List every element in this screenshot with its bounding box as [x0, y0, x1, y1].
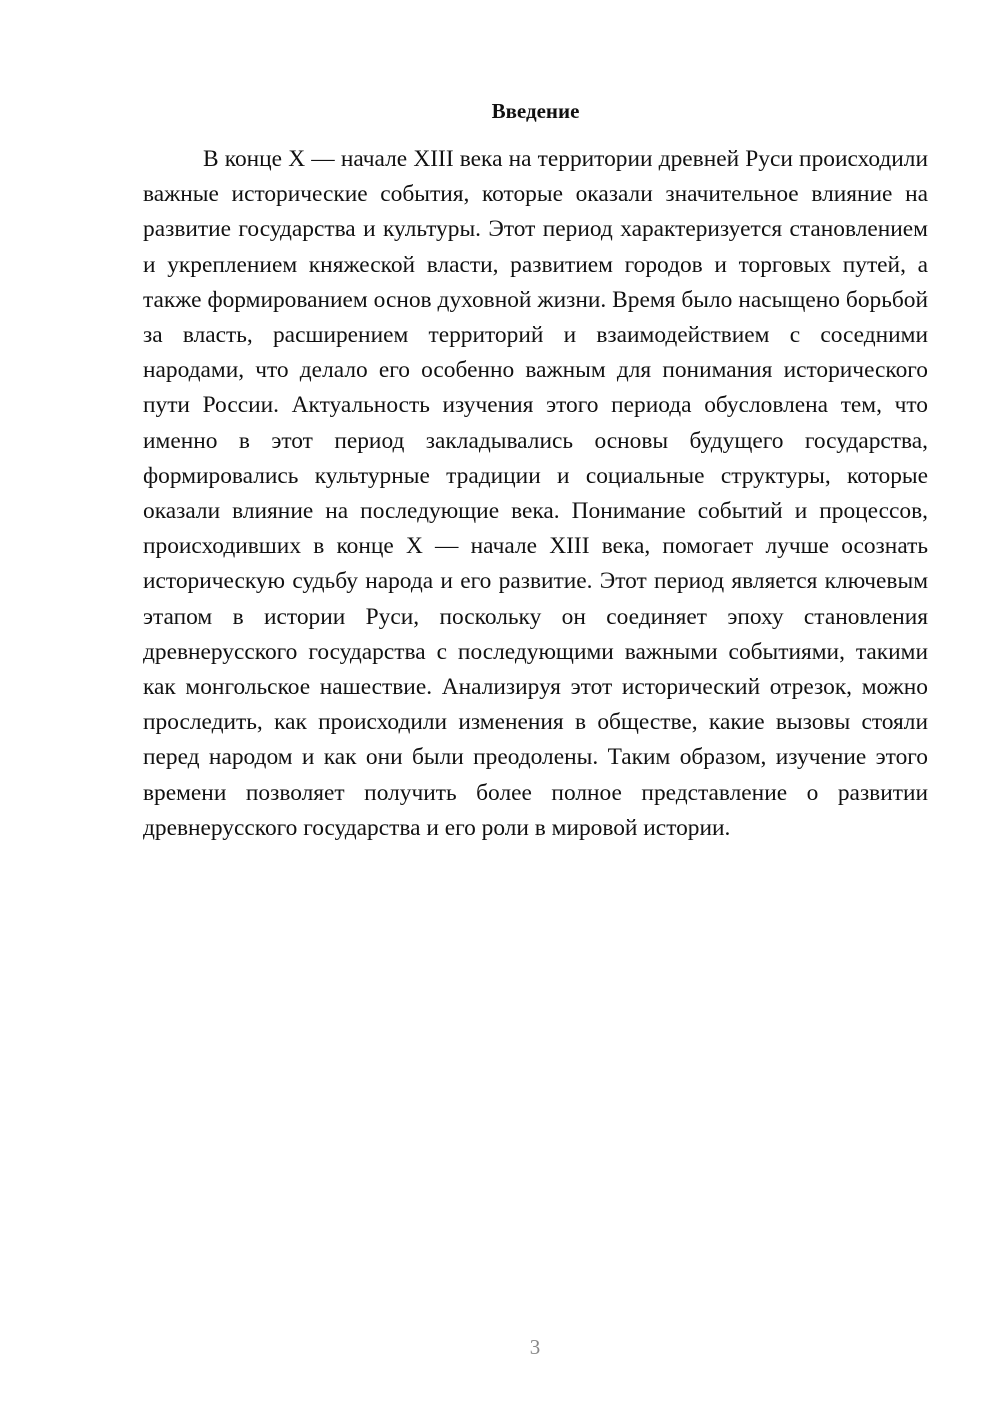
- page-number: 3: [529, 1335, 541, 1359]
- section-heading: Введение: [491, 99, 580, 123]
- body-paragraph: В конце X — начале XIII века на территории древней Руси происходили важные исторические события, которые оказали значительное влияние на развитие государства и культуры. Этот период характеризуется становлением и укреплением княжеской власти, развитием городов и торговых путей, а также формированием основ духовной жизни. Время было насыщено борьбой за власть, расширением территорий и взаимодействием с соседними народами, что делало его особенно важным для понимания исторического пути России. Актуальность изучения этого периода обусловлена тем, что именно в этот период закладывались основы будущего государства, формировались культурные традиции и социальные структуры, которые оказали влияние на последующие века. Понимание событий и процессов, происходивших в конце X — начале XIII века, помогает лучше осознать историческую судьбу народа и его развитие. Этот период является ключевым этапом в истории Руси, поскольку он соединяет эпоху становления древнерусского государства с последующими важными событиями, такими как монгольское нашествие. Анализируя этот исторический отрезок, можно проследить, как происходили изменения в обществе, какие вызовы стояли перед народом и как они были преодолены. Таким образом, изучение этого времени позволяет получить более полное представление о развитии древнерусского государства и его роли в мировой истории.: [143, 146, 928, 841]
